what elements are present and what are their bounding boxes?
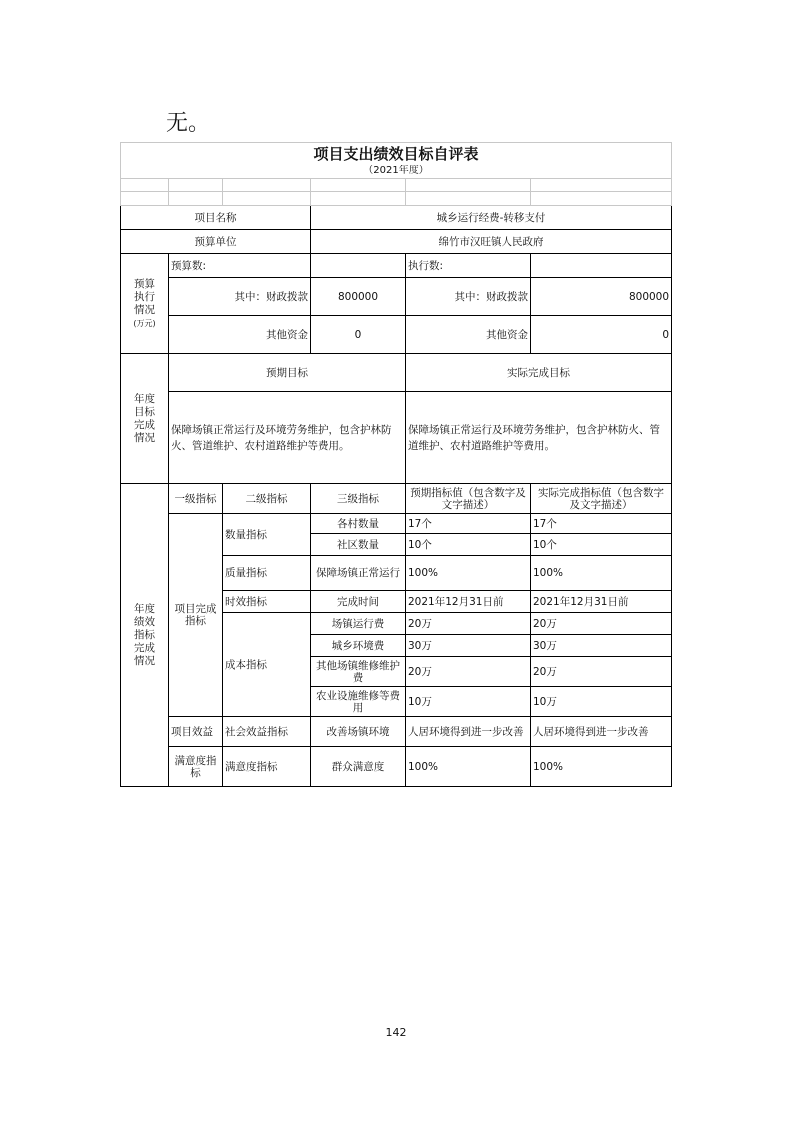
- actual-cell: 30万: [531, 635, 672, 657]
- expected-cell: 20万: [406, 657, 531, 687]
- other-budget-value: 0: [311, 316, 406, 354]
- fiscal-budget-label: 其中：财政拨款: [169, 278, 311, 316]
- l3-cell: 场镇运行费: [311, 613, 406, 635]
- indicators-section-label: 年度 绩效 指标 完成 情况: [121, 484, 169, 787]
- expected-goal-text: 保障场镇正常运行及环境劳务维护，包含护林防火、管道维护、农村道路维护等费用。: [169, 392, 406, 484]
- actual-goal-text: 保障场镇正常运行及环境劳务维护，包含护林防火、管道维护、农村道路维护等费用。: [406, 392, 672, 484]
- other-exec-value: 0: [531, 316, 672, 354]
- cost-indicator: 成本指标: [223, 613, 311, 717]
- actual-cell: 20万: [531, 613, 672, 635]
- table-subtitle: （2021年度）: [121, 165, 672, 179]
- header-level3: 三级指标: [311, 484, 406, 514]
- fiscal-budget-value: 800000: [311, 278, 406, 316]
- header-level2: 二级指标: [223, 484, 311, 514]
- benefit-expected: 人居环境得到进一步改善: [406, 717, 531, 747]
- header-expected: 预期指标值（包含数字及文字描述）: [406, 484, 531, 514]
- table-title: 项目支出绩效目标自评表: [121, 143, 672, 165]
- evaluation-table: [120, 142, 672, 787]
- evaluation-table-wrapper: [120, 142, 671, 787]
- actual-cell: 2021年12月31日前: [531, 591, 672, 613]
- l3-cell: 其他场镇维修维护费: [311, 657, 406, 687]
- page-number: 142: [385, 1026, 407, 1039]
- benefit-l1: 项目效益: [169, 717, 223, 747]
- header-actual: 实际完成指标值（包含数字及文字描述）: [531, 484, 672, 514]
- top-note: 无。: [166, 111, 211, 136]
- project-name-label: 项目名称: [121, 206, 311, 230]
- expected-cell: 10个: [406, 534, 531, 556]
- expected-goal-header: 预期目标: [169, 354, 406, 392]
- l3-cell: 保障场镇正常运行: [311, 556, 406, 591]
- fiscal-exec-value: 800000: [531, 278, 672, 316]
- budget-section-label: 预算 执行 情况 (万元): [121, 254, 169, 354]
- execution-amount-label: 执行数:: [406, 254, 531, 278]
- satisfaction-expected: 100%: [406, 747, 531, 787]
- budget-unit-value: 绵竹市汉旺镇人民政府: [311, 230, 672, 254]
- satisfaction-l3: 群众满意度: [311, 747, 406, 787]
- timeliness-indicator: 时效指标: [223, 591, 311, 613]
- benefit-actual: 人居环境得到进一步改善: [531, 717, 672, 747]
- quantity-indicator: 数量指标: [223, 514, 311, 556]
- project-name-value: 城乡运行经费-转移支付: [311, 206, 672, 230]
- goals-section-label: 年度 目标 完成 情况: [121, 354, 169, 484]
- expected-cell: 2021年12月31日前: [406, 591, 531, 613]
- expected-cell: 17个: [406, 514, 531, 534]
- budget-unit-label: 预算单位: [121, 230, 311, 254]
- actual-cell: 20万: [531, 657, 672, 687]
- actual-goal-header: 实际完成目标: [406, 354, 672, 392]
- other-exec-label: 其他资金: [406, 316, 531, 354]
- l3-cell: 完成时间: [311, 591, 406, 613]
- other-budget-label: 其他资金: [169, 316, 311, 354]
- satisfaction-actual: 100%: [531, 747, 672, 787]
- actual-cell: 10个: [531, 534, 672, 556]
- fiscal-exec-label: 其中：财政拨款: [406, 278, 531, 316]
- benefit-l2: 社会效益指标: [223, 717, 311, 747]
- expected-cell: 10万: [406, 687, 531, 717]
- quality-indicator: 质量指标: [223, 556, 311, 591]
- header-level1: 一级指标: [169, 484, 223, 514]
- l3-cell: 各村数量: [311, 514, 406, 534]
- actual-cell: 100%: [531, 556, 672, 591]
- satisfaction-l2: 满意度指标: [223, 747, 311, 787]
- expected-cell: 30万: [406, 635, 531, 657]
- actual-cell: 17个: [531, 514, 672, 534]
- satisfaction-l1: 满意度指标: [169, 747, 223, 787]
- expected-cell: 100%: [406, 556, 531, 591]
- l3-cell: 农业设施维修等费用: [311, 687, 406, 717]
- actual-cell: 10万: [531, 687, 672, 717]
- expected-cell: 20万: [406, 613, 531, 635]
- benefit-l3: 改善场镇环境: [311, 717, 406, 747]
- budget-amount-label: 预算数:: [169, 254, 311, 278]
- group-project-completion: 项目完成指标: [169, 514, 223, 717]
- l3-cell: 社区数量: [311, 534, 406, 556]
- l3-cell: 城乡环境费: [311, 635, 406, 657]
